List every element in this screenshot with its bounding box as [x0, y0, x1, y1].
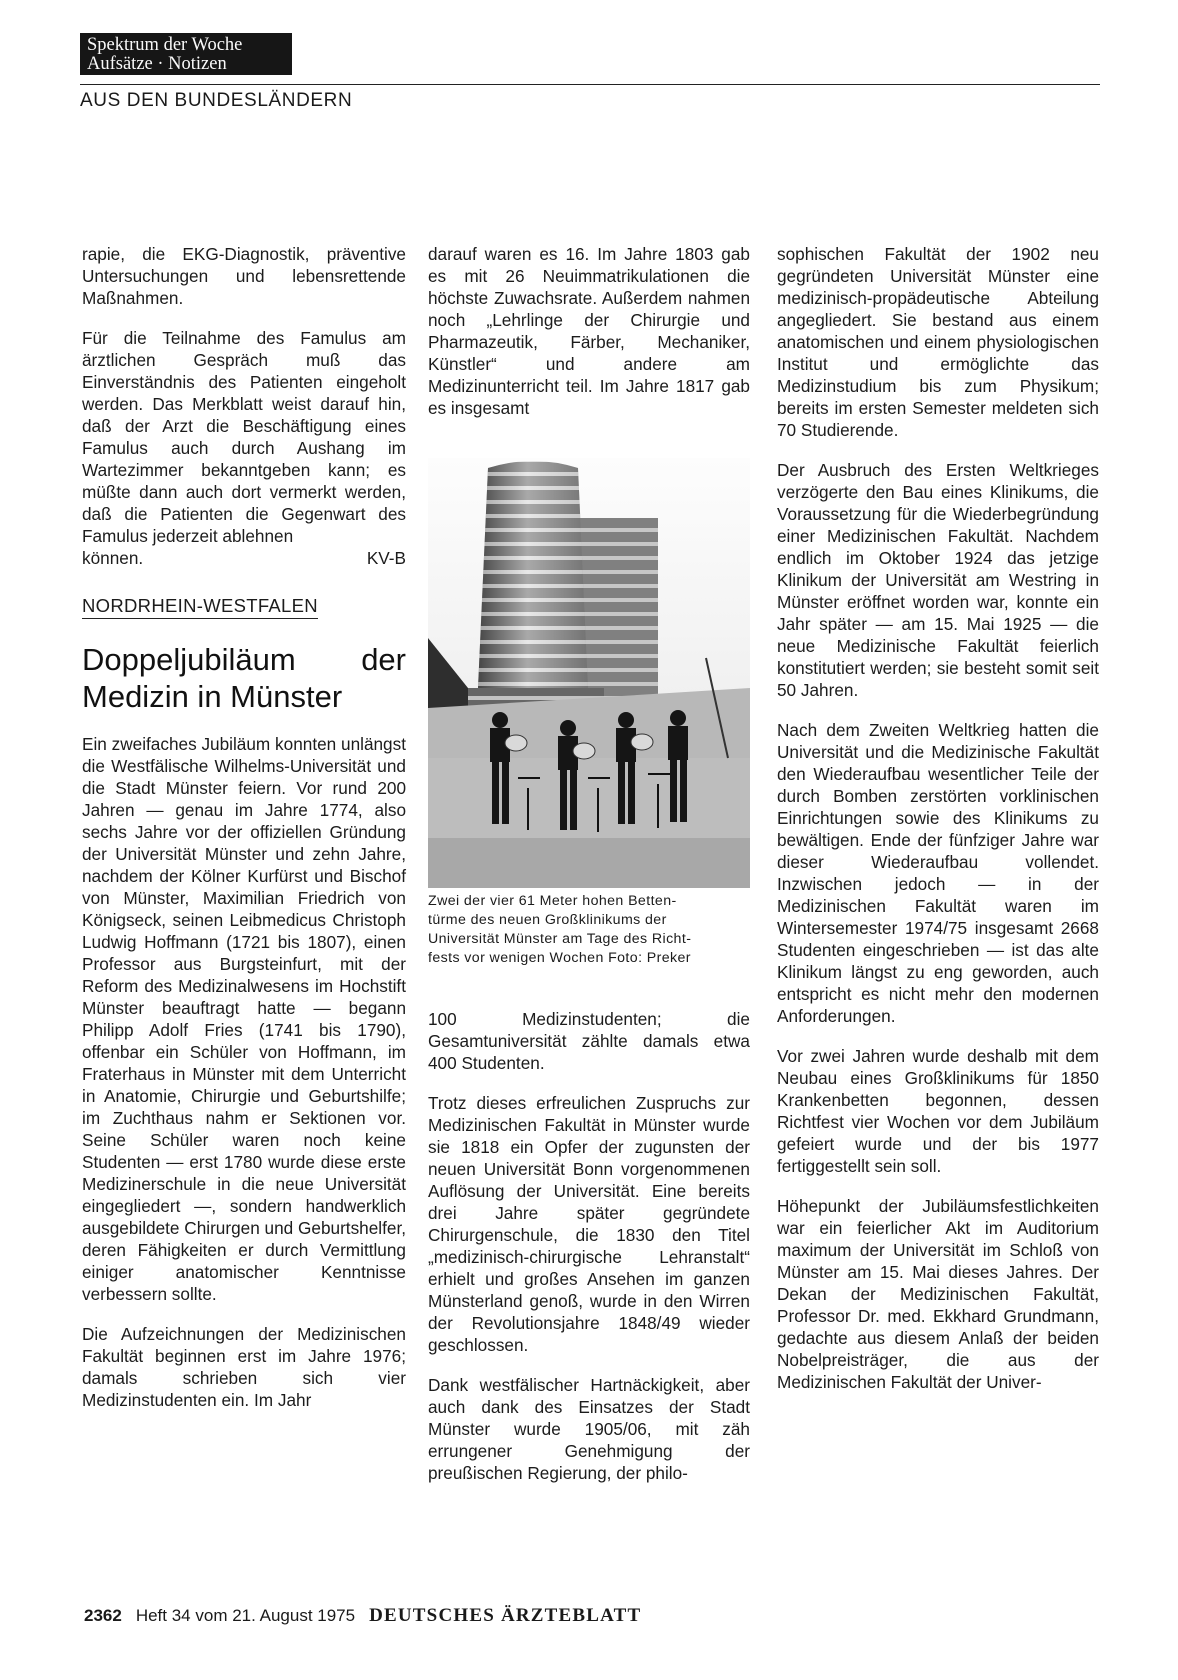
- paragraph-end: können.: [82, 548, 144, 568]
- caption-line: fests vor wenigen Wochen Foto: Preker: [428, 950, 691, 966]
- paragraph: Höhepunkt der Jubiläumsfestlichkeiten war ein feierlicher Akt im Auditorium maximum der Universität im Schloß von Münster am 15. Mai dieses Jahres. Der Dekan der Medizinischen Fakultät, Professor Dr. med. Ekkhard Grundmann, gedachte aus diesem Anlaß der beiden Nobelpreisträger, die aus der Medizinischen Fakultät der Univer-: [777, 1196, 1099, 1392]
- paragraph: Der Ausbruch des Ersten Weltkrieges verzögerte den Bau eines Klinikums, die Voraussetzung für die Wiederbegründung einer Medizinischen Fakultät. Nachdem endlich im Oktober 1924 das jetzige Klinikum der Universität am Westring in Münster eröffnet worden war, konnte ein Jahr später — am 15. Mai 1925 — die neue Medizinische Fakultät feierlich konstitutiert werden; sie besteht somit seit 50 Jahren.: [777, 460, 1099, 700]
- paragraph: Die Aufzeichnungen der Medizinischen Fakultät beginnen erst im Jahre 1976; damals schrieben sich vier Medizinstudenten ein. Im Jahr: [82, 1324, 406, 1410]
- paragraph: Vor zwei Jahren wurde deshalb mit dem Neubau eines Großklinikums für 1850 Krankenbetten begonnen, dessen Richtfest vier Wochen vor dem Jubiläum gefeiert wurde und der bis 1977 fertiggestellt sein soll.: [777, 1046, 1099, 1176]
- page-footer: [84, 1605, 641, 1627]
- paragraph: Nach dem Zweiten Weltkrieg hatten die Universität und die Medizinische Fakultät den Wiederaufbau wesentlicher Teile der durch Bomben zerstörten vorklinischen Einrichtungen sowie des Klinikums zu bewältigen. Ende der fünfziger Jahre war dieser Wiederaufbau vollendet. Inzwischen jedoch — in der Medizinischen Fakultät waren im Wintersemester 1974/75 insgesamt 2668 Studenten eingeschrieben — ist das alte Klinikum längst zu eng geworden, auch entspricht es nicht mehr den modernen Anforderungen.: [777, 720, 1099, 1026]
- journal-title: DEUTSCHES ÄRZTEBLATT: [369, 1605, 642, 1626]
- photo-figure: [428, 458, 750, 968]
- header-rule: [80, 84, 1100, 85]
- paragraph: sophischen Fakultät der 1902 neu gegründeten Universität Münster eine medizinisch-propädeutische Abteilung angegliedert. Sie bestand aus einem anatomischen und einem physiologischen Institut und ermöglichte das Medizinstudium bis zum Physikum; bereits im ersten Semester meldeten sich 70 Studierende.: [777, 244, 1099, 440]
- paragraph: 100 Medizinstudenten; die Gesamtuniversität zählte damals etwa 400 Studenten.: [428, 1009, 750, 1073]
- caption-line: türme des neuen Großklinikums der: [428, 912, 667, 928]
- page-number: 2362: [84, 1606, 122, 1625]
- paragraph: darauf waren es 16. Im Jahre 1803 gab es mit 26 Neuimmatrikulationen die höchste Zuwachsrate. Außerdem nahmen noch „Lehrlinge der Chirurgie und Pharmazeutik, Färber, Mechaniker, Künstler“ und andere am Medizinunterricht teil. Im Jahre 1817 gab es insgesamt: [428, 244, 750, 418]
- article-headline: Doppeljubiläum der Medizin in Münster: [82, 642, 406, 714]
- caption-line: Zwei der vier 61 Meter hohen Betten-: [428, 893, 677, 909]
- signature-line: [82, 547, 406, 569]
- column-2: [428, 243, 750, 1502]
- paragraph: Ein zweifaches Jubiläum konnten unlängst die Westfälische Wilhelms-Universität und die Stadt Münster feiern. Vor rund 200 Jahren — genau im Jahre 1774, also sechs Jahre vor der offiziellen Gründung der Universität Münster und zehn Jahre, nachdem der Kölner Kurfürst und Bischof von Münster, Maximilian Friedrich von Königseck, seinen Leibmedicus Christoph Ludwig Hoffmann (1721 bis 1807), einen Professor aus Burgsteinfurt, mit der Reform des Medizinalwesens im Hochstift Münster beauftragt hatte — begann Philipp Adolf Fries (1741 bis 1790), offenbar ein Schüler von Hoffmann, im Fraterhaus in Münster mit dem Unterricht in Anatomie, Chirurgie und Geburtshilfe; im Zuchthaus nahm er Sektionen vor. Seine Schüler waren noch keine Studenten — erst 1780 wurde diese erste Medizinerschule in die neue Universität eingegliedert —, sondern handwerklich ausgebildete Chirurgen und Geburtshelfer, deren Fähigkeiten er durch Vermittlung einiger anatomischer Kenntnisse verbessern sollte.: [82, 734, 406, 1304]
- author-signature: KV-B: [366, 548, 406, 568]
- issue-info: Heft 34 vom 21. August 1975: [135, 1606, 356, 1625]
- region-heading: NORDRHEIN-WESTFALEN: [82, 595, 318, 619]
- paragraph-text: Für die Teilnahme des Famulus am ärztlichen Gespräch muß das Einverständnis des Patienten eingeholt werden. Das Merkblatt weist darauf hin, daß der Arzt die Beschäftigung eines Famulus auch durch Aushang im Wartezimmer bekanntgeben kann; es müßte dann auch dort vermerkt werden, daß die Patienten die Gegenwart des Famulus jederzeit ablehnen: [82, 328, 406, 546]
- caption-line: Universität Münster am Tage des Richt-: [428, 931, 692, 947]
- column-3: [777, 243, 1099, 1411]
- hospital-tower-photo: [428, 458, 750, 888]
- column-1: [82, 243, 406, 1429]
- paragraph: Dank westfälischer Hartnäckigkeit, aber auch dank des Einsatzes der Stadt Münster wurde 1905/06, mit zäh errungener Genehmigung der preußischen Regierung, der philo-: [428, 1375, 750, 1483]
- section-heading: AUS DEN BUNDESLÄNDERN: [80, 90, 353, 111]
- paragraph: Trotz dieses erfreulichen Zuspruchs zur Medizinischen Fakultät in Münster wurde sie 1818 ein Opfer der zugunsten der neuen Universität Bonn vorgenommenen Auflösung der Universität. Eine bereits drei Jahre später gegründete Chirurgenschule, die 1830 den Titel „medizinisch-chirurgische Lehranstalt“ erhielt und großes Ansehen im ganzen Münsterland genoß, wurde in den Wirren der Revolutionsjahre 1848/49 wieder geschlossen.: [428, 1093, 750, 1355]
- paragraph: rapie, die EKG-Diagnostik, präventive Untersuchungen und lebensrettende Maßnahmen.: [82, 244, 406, 308]
- photo-caption: [428, 892, 750, 968]
- badge-line-2: Aufsätze · Notizen: [87, 54, 227, 74]
- section-badge: [80, 33, 292, 75]
- badge-line-1: Spektrum der Woche: [87, 35, 243, 55]
- paragraph: [82, 327, 406, 547]
